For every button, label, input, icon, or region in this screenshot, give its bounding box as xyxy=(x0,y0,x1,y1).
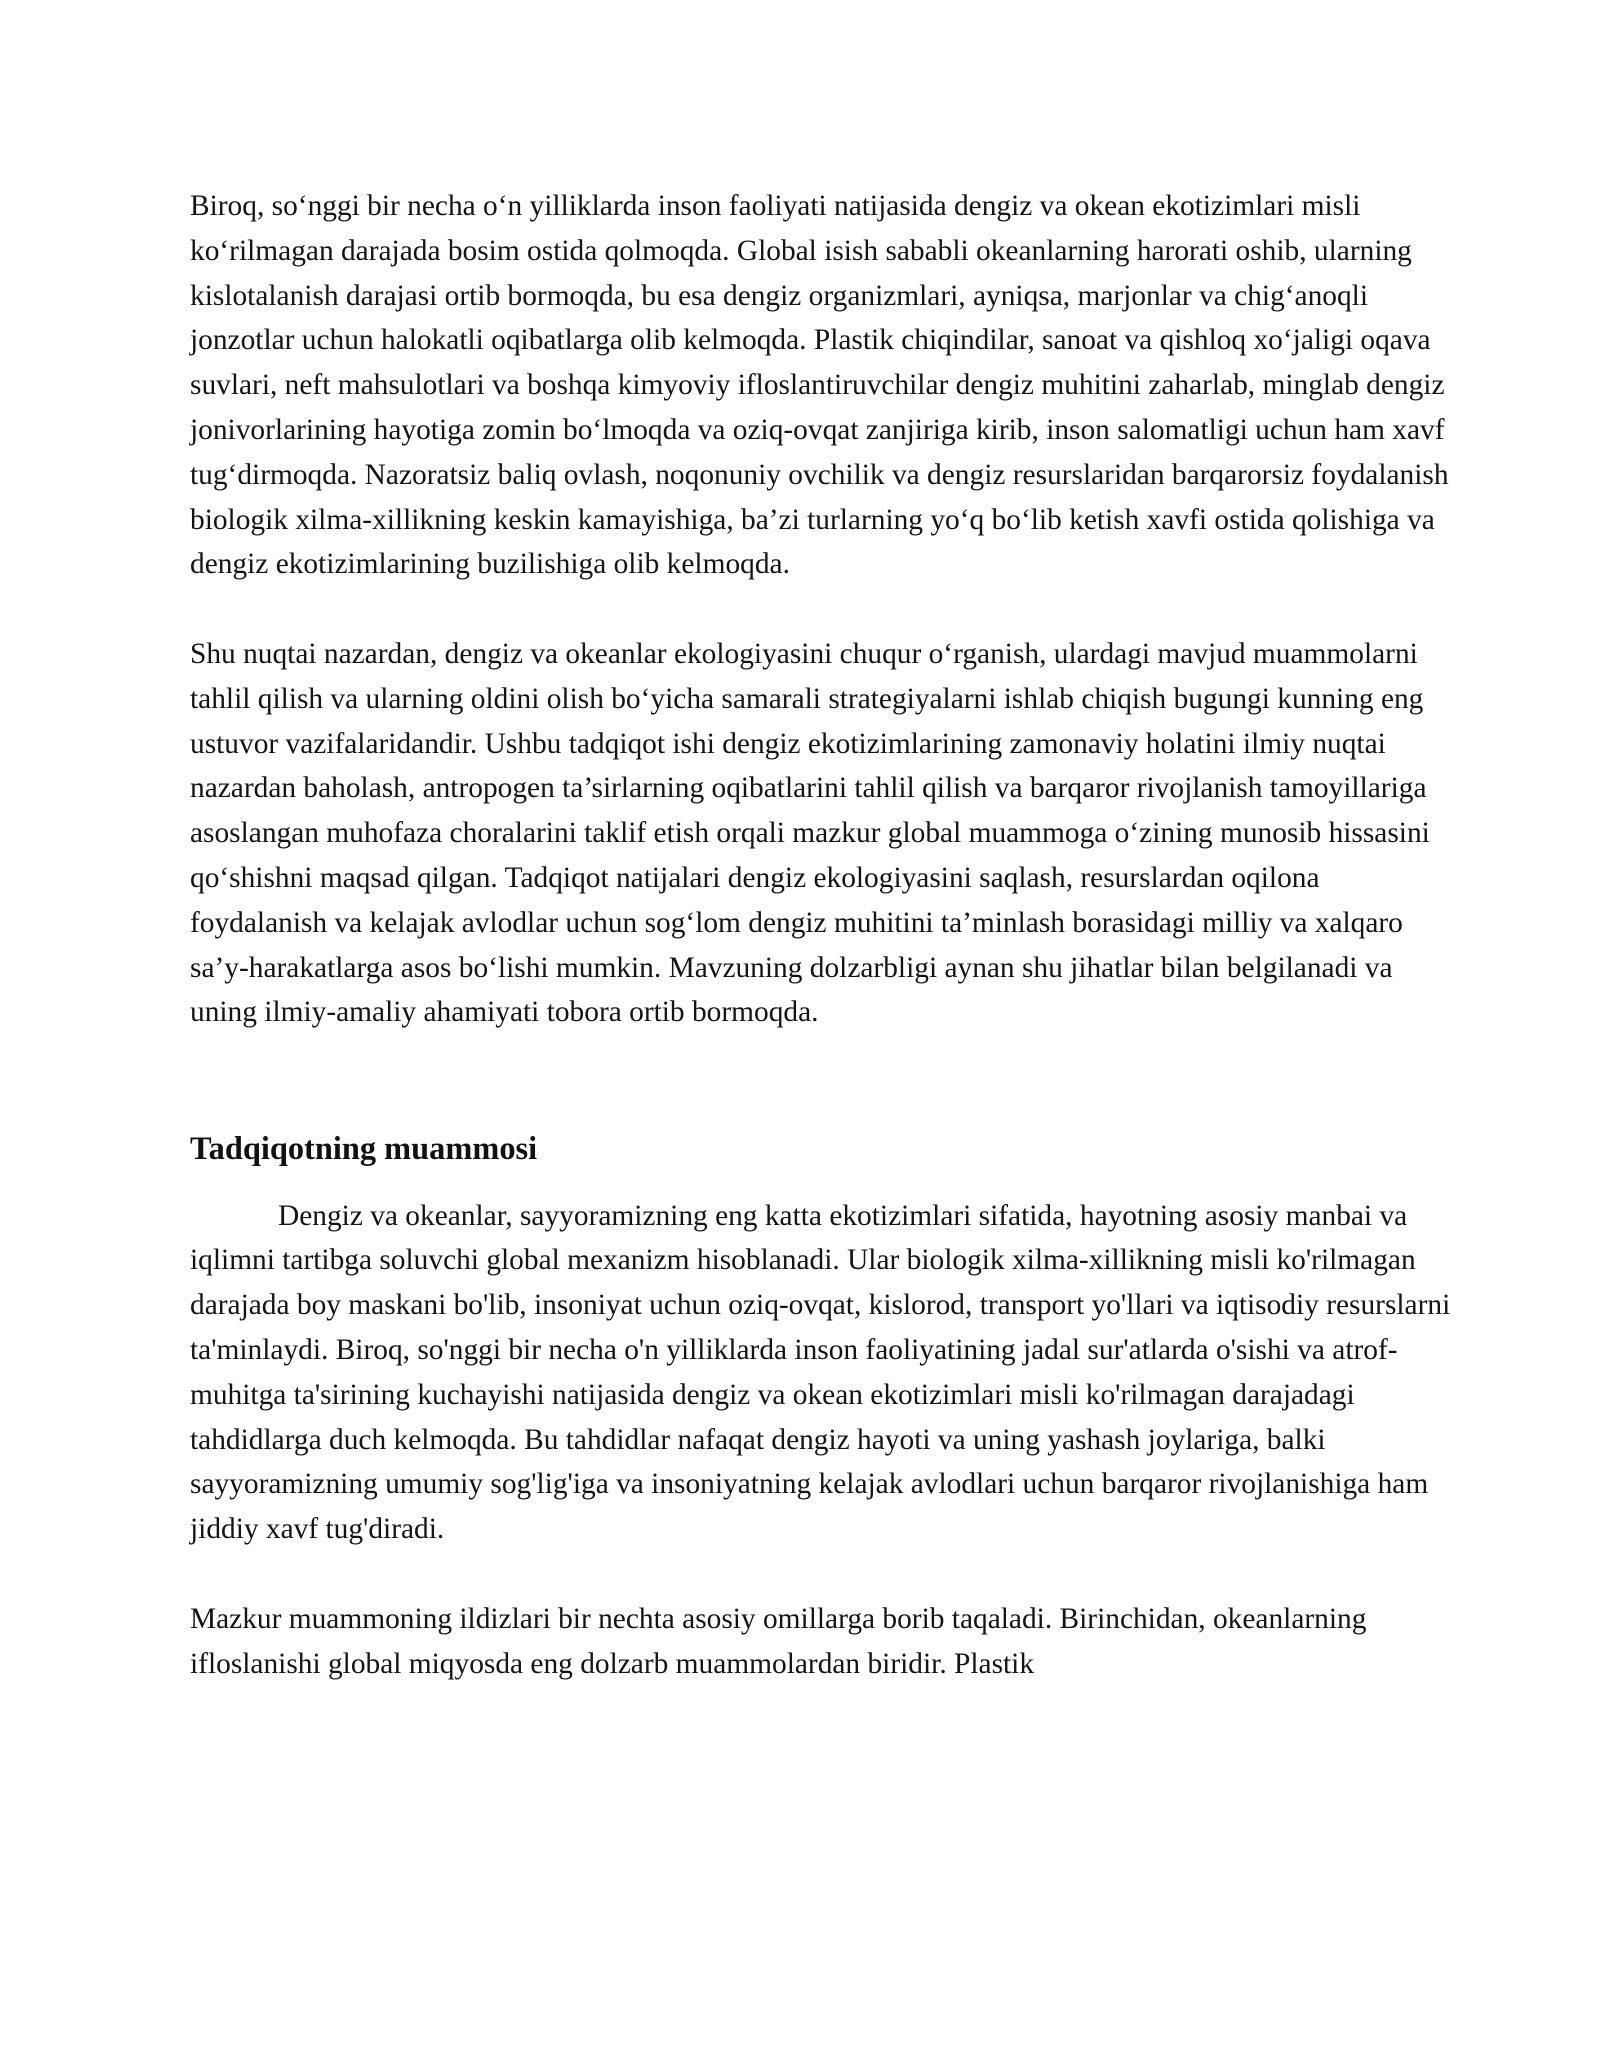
body-paragraph: Biroq, so‘nggi bir necha o‘n yilliklarda inson faoliyati natijasida dengiz va okean ekotizimlari misli ko‘rilmagan darajada bosim ostida qolmoqda. Global isish sababli okeanlarning harorati oshib, ularning kislotalanish darajasi ortib bormoqda, bu esa dengiz organizmlari, ayniqsa, marjonlar va chig‘anoqli jonzotlar uchun halokatli oqibatlarga olib kelmoqda. Plastik chiqindilar, sanoat va qishloq xo‘jaligi oqava suvlari, neft mahsulotlari va boshqa kimyoviy ifloslantiruvchilar dengiz muhitini zaharlab, minglab dengiz jonivorlarining hayotiga zomin bo‘lmoqda va oziq-ovqat zanjiriga kirib, inson salomatligi uchun ham xavf tug‘dirmoqda. Nazoratsiz baliq ovlash, noqonuniy ovchilik va dengiz resurslaridan barqarorsiz foydalanish biologik xilma-xillikning keskin kamayishiga, ba’zi turlarning yo‘q bo‘lib ketish xavfi ostida qolishiga va dengiz ekotizimlarining buzilishiga olib kelmoqda. xyxy=(190,190,1449,581)
section-heading: Tadqiqotning muammosi xyxy=(190,1130,538,1167)
body-paragraph: Shu nuqtai nazardan, dengiz va okeanlar ekologiyasini chuqur o‘rganish, ulardagi mavjud muammolarni tahlil qilish va ularning oldini olish bo‘yicha samarali strategiyalarni ishlab chiqish bugungi kunning eng ustuvor vazifalaridandir. Ushbu tadqiqot ishi dengiz ekotizimlarining zamonaviy holatini ilmiy nuqtai nazardan baholash, antropogen ta’sirlarning oqibatlarini tahlil qilish va barqaror rivojlanish tamoyillariga asoslangan muhofaza choralarini taklif etish orqali mazkur global muammoga o‘zining munosib hissasini qo‘shishni maqsad qilgan. Tadqiqot natijalari dengiz ekologiyasini saqlash, resurslardan oqilona foydalanish va kelajak avlodlar uchun sog‘lom dengiz muhitini ta’minlash borasidagi milliy va xalqaro sa’y-harakatlarga asos bo‘lishi mumkin. Mavzuning dolzarbligi aynan shu jihatlar bilan belgilanadi va uning ilmiy-amaliy ahamiyati tobora ortib bormoqda. xyxy=(190,637,1430,1029)
document-page xyxy=(190,184,1452,1686)
paragraph-spacer xyxy=(190,1552,1452,1597)
body-paragraph: Dengiz va okeanlar, sayyoramizning eng katta ekotizimlari sifatida, hayotning asosiy manbai va iqlimni tartibga soluvchi global mexanizm hisoblanadi. Ular biologik xilma-xillikning misli ko'rilmagan darajada boy maskani bo'lib, insoniyat uchun oziq-ovqat, kislorod, transport yo'llari va iqtisodiy resurslarni ta'minlaydi. Biroq, so'nggi bir necha o'n yilliklarda inson faoliyatining jadal sur'atlarda o'sishi va atrof-muhitga ta'sirining kuchayishi natijasida dengiz va okean ekotizimlari misli ko'rilmagan darajadagi tahdidlarga duch kelmoqda. Bu tahdidlar nafaqat dengiz hayoti va uning yashash joylariga, balki sayyoramizning umumiy sog'lig'iga va insoniyatning kelajak avlodlari uchun barqaror rivojlanishiga ham jiddiy xavf tug'diradi. xyxy=(190,1199,1451,1546)
paragraph-spacer xyxy=(190,587,1452,632)
section-spacer xyxy=(190,1035,1452,1125)
body-paragraph: Mazkur muammoning ildizlari bir nechta asosiy omillarga borib taqaladi. Birinchidan, okeanlarning ifloslanishi global miqyosda eng dolzarb muammolardan biridir. Plastik xyxy=(190,1602,1367,1680)
heading-spacer xyxy=(190,1172,1452,1194)
